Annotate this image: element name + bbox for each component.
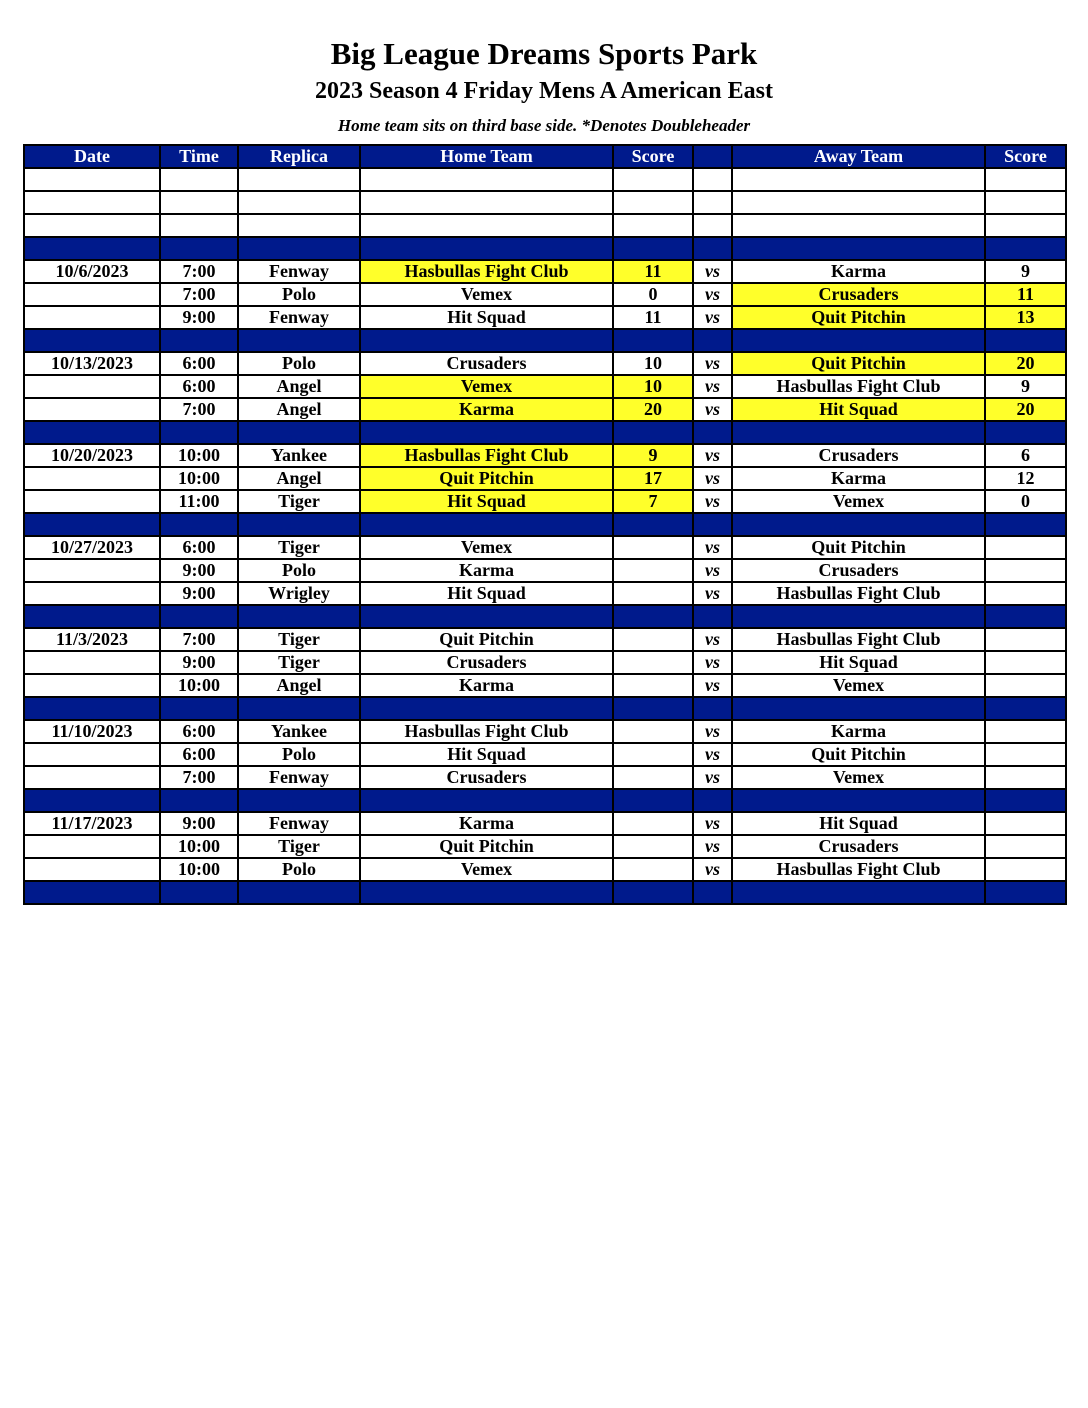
away-team-cell: Vemex xyxy=(732,766,985,789)
vs-cell: vs xyxy=(693,628,732,651)
home-score-cell xyxy=(613,812,693,835)
away-score-cell xyxy=(985,582,1066,605)
game-row xyxy=(24,720,1066,743)
replica-cell: Fenway xyxy=(238,306,360,329)
replica-cell: Angel xyxy=(238,398,360,421)
away-team-cell: Quit Pitchin xyxy=(732,536,985,559)
game-row xyxy=(24,812,1066,835)
away-team-cell: Karma xyxy=(732,260,985,283)
replica-cell: Polo xyxy=(238,858,360,881)
home-team-cell: Hasbullas Fight Club xyxy=(360,260,613,283)
vs-cell: vs xyxy=(693,398,732,421)
date-cell: 10/13/2023 xyxy=(24,352,160,375)
away-team-cell: Crusaders xyxy=(732,559,985,582)
game-row xyxy=(24,260,1066,283)
vs-cell: vs xyxy=(693,375,732,398)
date-cell xyxy=(24,306,160,329)
away-score-cell: 20 xyxy=(985,398,1066,421)
home-score-cell xyxy=(613,536,693,559)
away-team-cell: Karma xyxy=(732,467,985,490)
replica-cell: Wrigley xyxy=(238,582,360,605)
away-score-cell xyxy=(985,835,1066,858)
vs-cell: vs xyxy=(693,559,732,582)
home-team-cell: Karma xyxy=(360,674,613,697)
away-score-cell: 0 xyxy=(985,490,1066,513)
vs-cell: vs xyxy=(693,536,732,559)
col-header-time: Time xyxy=(160,145,238,168)
empty-row xyxy=(24,168,1066,191)
separator-row xyxy=(24,697,1066,720)
home-score-cell xyxy=(613,720,693,743)
time-cell: 10:00 xyxy=(160,835,238,858)
home-score-cell xyxy=(613,858,693,881)
schedule-body xyxy=(24,168,1066,904)
game-row xyxy=(24,536,1066,559)
vs-cell: vs xyxy=(693,260,732,283)
home-team-cell: Hit Squad xyxy=(360,490,613,513)
game-row xyxy=(24,858,1066,881)
date-cell xyxy=(24,467,160,490)
col-header-home-score: Score xyxy=(613,145,693,168)
game-row xyxy=(24,582,1066,605)
time-cell: 7:00 xyxy=(160,766,238,789)
away-team-cell: Hit Squad xyxy=(732,812,985,835)
time-cell: 11:00 xyxy=(160,490,238,513)
away-score-cell xyxy=(985,674,1066,697)
vs-cell: vs xyxy=(693,858,732,881)
time-cell: 10:00 xyxy=(160,858,238,881)
vs-cell: vs xyxy=(693,812,732,835)
date-cell xyxy=(24,283,160,306)
home-score-cell xyxy=(613,651,693,674)
col-header-home-team: Home Team xyxy=(360,145,613,168)
home-score-cell: 9 xyxy=(613,444,693,467)
away-score-cell xyxy=(985,628,1066,651)
home-team-cell: Karma xyxy=(360,559,613,582)
away-score-cell xyxy=(985,651,1066,674)
time-cell: 7:00 xyxy=(160,628,238,651)
col-header-away-score: Score xyxy=(985,145,1066,168)
away-team-cell: Crusaders xyxy=(732,444,985,467)
game-row xyxy=(24,835,1066,858)
game-row xyxy=(24,559,1066,582)
away-score-cell xyxy=(985,720,1066,743)
replica-cell: Fenway xyxy=(238,260,360,283)
date-cell xyxy=(24,375,160,398)
separator-row xyxy=(24,881,1066,904)
away-team-cell: Quit Pitchin xyxy=(732,352,985,375)
vs-cell: vs xyxy=(693,651,732,674)
separator-row xyxy=(24,789,1066,812)
home-team-cell: Karma xyxy=(360,398,613,421)
vs-cell: vs xyxy=(693,467,732,490)
col-header-away-team: Away Team xyxy=(732,145,985,168)
time-cell: 6:00 xyxy=(160,536,238,559)
date-cell xyxy=(24,651,160,674)
home-team-cell: Vemex xyxy=(360,858,613,881)
game-row xyxy=(24,306,1066,329)
home-team-cell: Karma xyxy=(360,812,613,835)
vs-cell: vs xyxy=(693,743,732,766)
home-team-cell: Crusaders xyxy=(360,766,613,789)
away-score-cell: 13 xyxy=(985,306,1066,329)
game-row xyxy=(24,398,1066,421)
time-cell: 9:00 xyxy=(160,306,238,329)
date-cell: 11/17/2023 xyxy=(24,812,160,835)
away-team-cell: Vemex xyxy=(732,674,985,697)
vs-cell: vs xyxy=(693,306,732,329)
date-cell: 11/3/2023 xyxy=(24,628,160,651)
away-team-cell: Crusaders xyxy=(732,835,985,858)
home-team-cell: Crusaders xyxy=(360,651,613,674)
col-header-date: Date xyxy=(24,145,160,168)
game-row xyxy=(24,283,1066,306)
replica-cell: Polo xyxy=(238,352,360,375)
time-cell: 9:00 xyxy=(160,559,238,582)
away-team-cell: Vemex xyxy=(732,490,985,513)
home-score-cell: 10 xyxy=(613,375,693,398)
replica-cell: Angel xyxy=(238,674,360,697)
home-team-cell: Hit Squad xyxy=(360,582,613,605)
home-score-cell: 0 xyxy=(613,283,693,306)
time-cell: 7:00 xyxy=(160,398,238,421)
date-cell xyxy=(24,743,160,766)
separator-row xyxy=(24,513,1066,536)
home-score-cell: 17 xyxy=(613,467,693,490)
separator-row xyxy=(24,421,1066,444)
home-score-cell: 10 xyxy=(613,352,693,375)
date-cell: 11/10/2023 xyxy=(24,720,160,743)
replica-cell: Fenway xyxy=(238,766,360,789)
replica-cell: Tiger xyxy=(238,628,360,651)
date-cell xyxy=(24,490,160,513)
away-score-cell: 20 xyxy=(985,352,1066,375)
away-score-cell xyxy=(985,536,1066,559)
table-header-row xyxy=(24,145,1066,168)
home-team-cell: Hasbullas Fight Club xyxy=(360,720,613,743)
page-title: Big League Dreams Sports Park xyxy=(330,36,758,71)
away-score-cell: 9 xyxy=(985,260,1066,283)
replica-cell: Tiger xyxy=(238,835,360,858)
home-score-cell: 20 xyxy=(613,398,693,421)
date-cell: 10/6/2023 xyxy=(24,260,160,283)
home-score-cell xyxy=(613,674,693,697)
vs-cell: vs xyxy=(693,444,732,467)
replica-cell: Yankee xyxy=(238,444,360,467)
empty-row xyxy=(24,214,1066,237)
vs-cell: vs xyxy=(693,283,732,306)
replica-cell: Angel xyxy=(238,467,360,490)
time-cell: 7:00 xyxy=(160,283,238,306)
home-team-cell: Quit Pitchin xyxy=(360,467,613,490)
date-cell xyxy=(24,559,160,582)
away-team-cell: Quit Pitchin xyxy=(732,743,985,766)
home-score-cell: 7 xyxy=(613,490,693,513)
home-score-cell xyxy=(613,628,693,651)
time-cell: 6:00 xyxy=(160,720,238,743)
game-row xyxy=(24,352,1066,375)
away-score-cell: 11 xyxy=(985,283,1066,306)
date-cell xyxy=(24,766,160,789)
time-cell: 6:00 xyxy=(160,375,238,398)
away-team-cell: Hit Squad xyxy=(732,398,985,421)
replica-cell: Polo xyxy=(238,559,360,582)
time-cell: 10:00 xyxy=(160,444,238,467)
date-cell xyxy=(24,835,160,858)
vs-cell: vs xyxy=(693,582,732,605)
home-score-cell xyxy=(613,559,693,582)
away-team-cell: Hit Squad xyxy=(732,651,985,674)
time-cell: 10:00 xyxy=(160,674,238,697)
away-score-cell xyxy=(985,858,1066,881)
date-cell xyxy=(24,582,160,605)
home-score-cell: 11 xyxy=(613,306,693,329)
date-cell xyxy=(24,674,160,697)
replica-cell: Polo xyxy=(238,283,360,306)
date-cell: 10/27/2023 xyxy=(24,536,160,559)
separator-row xyxy=(24,237,1066,260)
home-team-cell: Quit Pitchin xyxy=(360,628,613,651)
replica-cell: Fenway xyxy=(238,812,360,835)
home-score-cell xyxy=(613,743,693,766)
vs-cell: vs xyxy=(693,490,732,513)
game-row xyxy=(24,651,1066,674)
game-row xyxy=(24,444,1066,467)
date-cell xyxy=(24,858,160,881)
empty-row xyxy=(24,191,1066,214)
away-team-cell: Hasbullas Fight Club xyxy=(732,582,985,605)
game-row xyxy=(24,467,1066,490)
replica-cell: Tiger xyxy=(238,651,360,674)
time-cell: 9:00 xyxy=(160,651,238,674)
home-team-cell: Crusaders xyxy=(360,352,613,375)
time-cell: 7:00 xyxy=(160,260,238,283)
date-cell xyxy=(24,398,160,421)
away-team-cell: Hasbullas Fight Club xyxy=(732,858,985,881)
away-score-cell xyxy=(985,766,1066,789)
separator-row xyxy=(24,329,1066,352)
game-row xyxy=(24,490,1066,513)
home-score-cell xyxy=(613,766,693,789)
home-score-cell xyxy=(613,835,693,858)
time-cell: 6:00 xyxy=(160,352,238,375)
replica-cell: Yankee xyxy=(238,720,360,743)
away-team-cell: Hasbullas Fight Club xyxy=(732,628,985,651)
away-score-cell: 9 xyxy=(985,375,1066,398)
time-cell: 6:00 xyxy=(160,743,238,766)
schedule-table xyxy=(23,144,1067,905)
schedule-note: Home team sits on third base side. *Denotes Doubleheader xyxy=(337,116,751,135)
home-team-cell: Quit Pitchin xyxy=(360,835,613,858)
vs-cell: vs xyxy=(693,835,732,858)
home-score-cell: 11 xyxy=(613,260,693,283)
replica-cell: Angel xyxy=(238,375,360,398)
col-header-vs xyxy=(693,145,732,168)
game-row xyxy=(24,628,1066,651)
away-team-cell: Karma xyxy=(732,720,985,743)
time-cell: 9:00 xyxy=(160,582,238,605)
away-team-cell: Crusaders xyxy=(732,283,985,306)
game-row xyxy=(24,766,1066,789)
replica-cell: Tiger xyxy=(238,536,360,559)
game-row xyxy=(24,674,1066,697)
away-score-cell xyxy=(985,812,1066,835)
game-row xyxy=(24,743,1066,766)
replica-cell: Polo xyxy=(238,743,360,766)
game-row xyxy=(24,375,1066,398)
separator-row xyxy=(24,605,1066,628)
vs-cell: vs xyxy=(693,352,732,375)
home-team-cell: Vemex xyxy=(360,375,613,398)
vs-cell: vs xyxy=(693,674,732,697)
col-header-replica: Replica xyxy=(238,145,360,168)
away-score-cell: 6 xyxy=(985,444,1066,467)
away-score-cell xyxy=(985,743,1066,766)
home-team-cell: Hasbullas Fight Club xyxy=(360,444,613,467)
date-cell: 10/20/2023 xyxy=(24,444,160,467)
home-team-cell: Vemex xyxy=(360,283,613,306)
home-team-cell: Vemex xyxy=(360,536,613,559)
time-cell: 9:00 xyxy=(160,812,238,835)
time-cell: 10:00 xyxy=(160,467,238,490)
page-subtitle: 2023 Season 4 Friday Mens A American East xyxy=(314,78,773,104)
home-score-cell xyxy=(613,582,693,605)
replica-cell: Tiger xyxy=(238,490,360,513)
away-score-cell: 12 xyxy=(985,467,1066,490)
home-team-cell: Hit Squad xyxy=(360,743,613,766)
away-score-cell xyxy=(985,559,1066,582)
vs-cell: vs xyxy=(693,766,732,789)
home-team-cell: Hit Squad xyxy=(360,306,613,329)
away-team-cell: Quit Pitchin xyxy=(732,306,985,329)
away-team-cell: Hasbullas Fight Club xyxy=(732,375,985,398)
vs-cell: vs xyxy=(693,720,732,743)
